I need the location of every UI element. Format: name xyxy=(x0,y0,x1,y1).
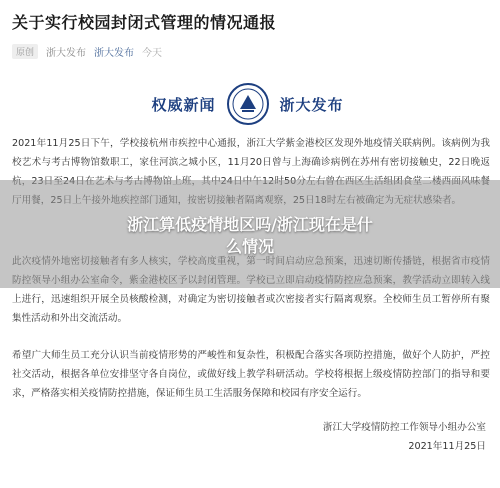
signature-date: 2021年11月25日 xyxy=(408,441,486,452)
body-paragraph-2: 上进行，迅速组织开展全员核酸检测，对确定为密切接触者或次密接者实行隔离观察。全校师生员工暂停所有聚集性活动和外出交流活动。 xyxy=(12,294,490,324)
banner-left-text: 权威新闻 xyxy=(151,95,216,114)
body-paragraph-1: 2021年11月25日下午，学校接杭州市疾控中心通报，浙江大学紫金港校区发现外地疫情关联病例。该病例为我校艺术与考古博物馆数职工，家住河滨之城小区，11月20日曾与上海确诊病例在苏州有密切接触史，22日晚返 xyxy=(12,138,490,168)
publish-time: 今天 xyxy=(142,48,163,59)
signature-org: 浙江大学疫情防控工作领导小组办公室 xyxy=(322,422,486,433)
signature-block xyxy=(323,418,486,456)
body-paragraph-3: 希望广大师生员工充分认识当前疫情形势的严峻性和复杂性，积极配合落实各项防控措施，做好个人防护，严控社交活动，根据各单位安排坚守各自岗位，或做好线上教学科研活动。学校将根据上级疫情防控部门的指导和要求，严格落实相关疫情防控措施，保证师生员工生活服务保障和校园有序安全运行。 xyxy=(12,350,490,399)
overlay-headline-line-2: 么情况 xyxy=(225,237,274,256)
account-link[interactable]: 浙大发布 xyxy=(94,48,135,59)
university-emblem-icon xyxy=(226,82,270,126)
original-badge: 原创 xyxy=(12,44,38,59)
header-banner xyxy=(105,76,390,132)
author-name: 浙大发布 xyxy=(46,48,87,59)
overlay-headline[interactable] xyxy=(0,214,500,258)
article-title: 关于实行校园封闭式管理的情况通报 xyxy=(12,13,277,32)
banner-right-text: 浙大发布 xyxy=(279,95,344,114)
overlay-headline-line-1: 浙江算低疫情地区吗/浙江现在是什 xyxy=(127,215,373,234)
article-meta xyxy=(12,44,162,59)
